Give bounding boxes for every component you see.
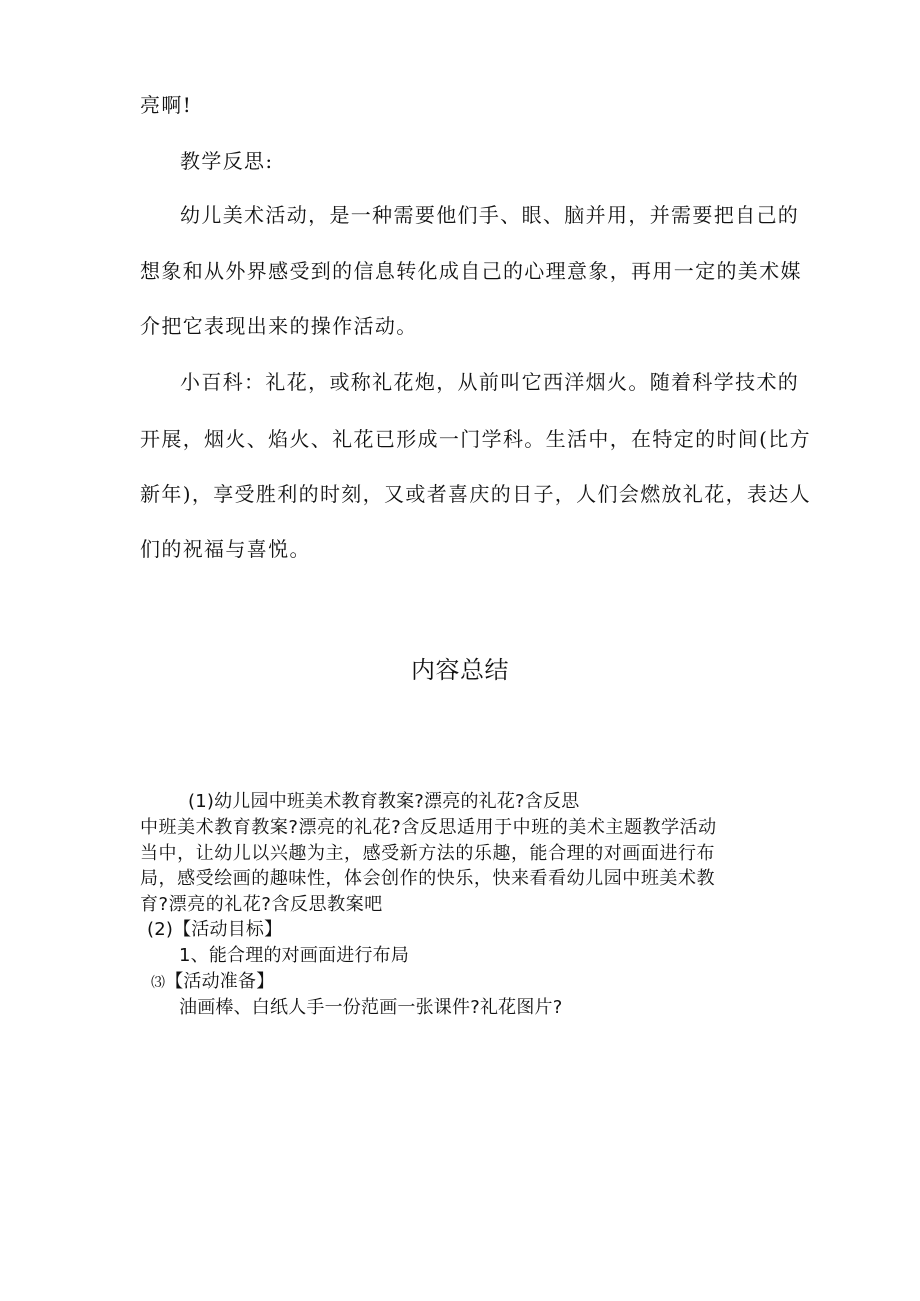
preparation-heading-label: 【活动准备】 [165,971,275,992]
summary-body-line-1: 中班美术教育教案?漂亮的礼花?含反思适用于中班的美术主题教学活动 [140,817,717,838]
goal-item-1: 1、能合理的对画面进行布局 [179,945,410,966]
summary-body-line-3: 局，感受绘画的趣味性，体会创作的快乐，快来看看幼儿园中班美术教 [140,868,716,889]
encyclopedia-line-1: 小百科：礼花，或称礼花炮，从前叫它西洋烟火。随着科学技术的 [180,370,800,394]
summary-body-line-2: 当中，让幼儿以兴趣为主，感受新方法的乐趣，能合理的对画面进行布 [140,843,716,864]
summary-title: 内容总结 [411,656,509,684]
summary-body-line-4: 育?漂亮的礼花?含反思教案吧 [140,894,383,915]
summary-heading-2: (2)【活动目标】 [147,919,283,940]
reflection-label: 教学反思: [180,149,274,173]
encyclopedia-line-4: 们的祝福与喜悦。 [140,537,311,561]
summary-heading-3 [151,970,274,995]
preparation-text: 油画棒、白纸人手一份范画一张课件?礼花图片? [179,997,563,1018]
reflection-line-3: 介把它表现出来的操作活动。 [140,314,418,338]
encyclopedia-line-3: 新年)，享受胜利的时刻，又或者喜庆的日子，人们会燃放礼花，表达人 [140,482,812,506]
reflection-line-1: 幼儿美术活动，是一种需要他们手、眼、脑并用，并需要把自己的 [180,203,800,227]
opening-line: 亮啊! [140,93,193,117]
encyclopedia-line-2: 开展，烟火、焰火、礼花已形成一门学科。生活中，在特定的时间(比方 [140,427,812,451]
reflection-line-2: 想象和从外界感受到的信息转化成自己的心理意象，再用一定的美术媒 [140,259,802,283]
section-number-3: ⑶ [151,975,166,991]
summary-heading-1: (1)幼儿园中班美术教育教案?漂亮的礼花?含反思 [188,791,580,812]
